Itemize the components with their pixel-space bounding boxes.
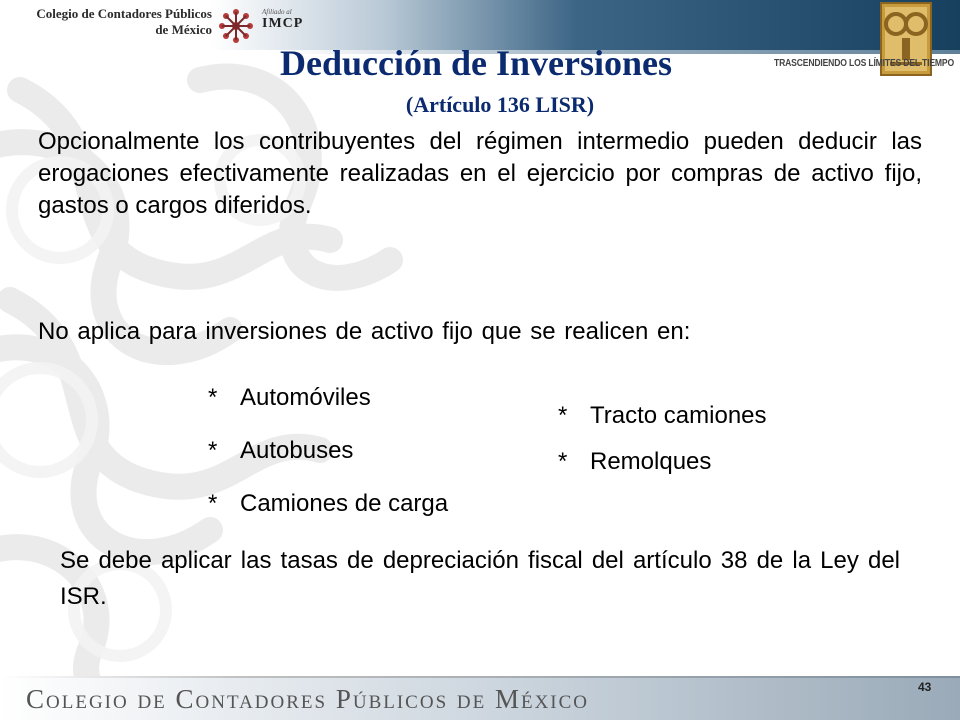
paragraph-optional-deduction: Opcionalmente los contribuyentes del régimen intermedio pueden deducir las erogaciones efectivamente realizadas en el ejercicio por compras de activo fijo, gastos o cargos diferidos. — [38, 128, 922, 219]
list-item — [558, 446, 767, 478]
slide-subtitle: (Artículo 136 LISR) — [405, 92, 595, 117]
page-number: 43 — [918, 680, 932, 694]
bullet-asterisk: * — [208, 437, 218, 464]
exclusion-list-right — [558, 400, 767, 492]
list-item — [208, 435, 448, 467]
imcp-wordmark: IMCP — [262, 16, 304, 31]
list-item-label: Camiones de carga — [240, 490, 449, 517]
list-item-label: Autobuses — [240, 437, 354, 464]
paragraph-exclusions-intro: No aplica para inversiones de activo fijo que se realicen en: — [38, 318, 691, 345]
anniversary-tagline: TRASCENDIENDO LOS LÍMITES DEL TIEMPO — [774, 58, 954, 69]
affiliation-caption: Afiliado al — [262, 8, 292, 16]
org-name-line2: de México — [155, 22, 212, 37]
exclusion-list-left — [208, 382, 448, 541]
list-item — [558, 400, 767, 432]
bullet-asterisk: * — [208, 490, 218, 517]
slide-title: Deducción de Inversiones — [279, 43, 672, 83]
org-name-header — [6, 6, 212, 38]
bullet-asterisk: * — [558, 448, 568, 475]
list-item — [208, 488, 448, 520]
list-item-label: Tracto camiones — [590, 402, 767, 429]
list-item — [208, 382, 448, 414]
bullet-asterisk: * — [558, 402, 568, 429]
footer-divider — [0, 676, 960, 678]
bullet-asterisk: * — [208, 384, 218, 411]
list-item-label: Automóviles — [240, 384, 371, 411]
footer-org-name: Colegio de Contadores Públicos de México — [26, 684, 590, 714]
list-item-label: Remolques — [590, 448, 712, 475]
org-name-line1: Colegio de Contadores Públicos — [36, 6, 212, 21]
paragraph-depreciation-rates: Se debe aplicar las tasas de depreciación fiscal del artículo 38 de la Ley del ISR. — [60, 547, 900, 610]
imcp-affiliation-logo — [262, 8, 322, 31]
